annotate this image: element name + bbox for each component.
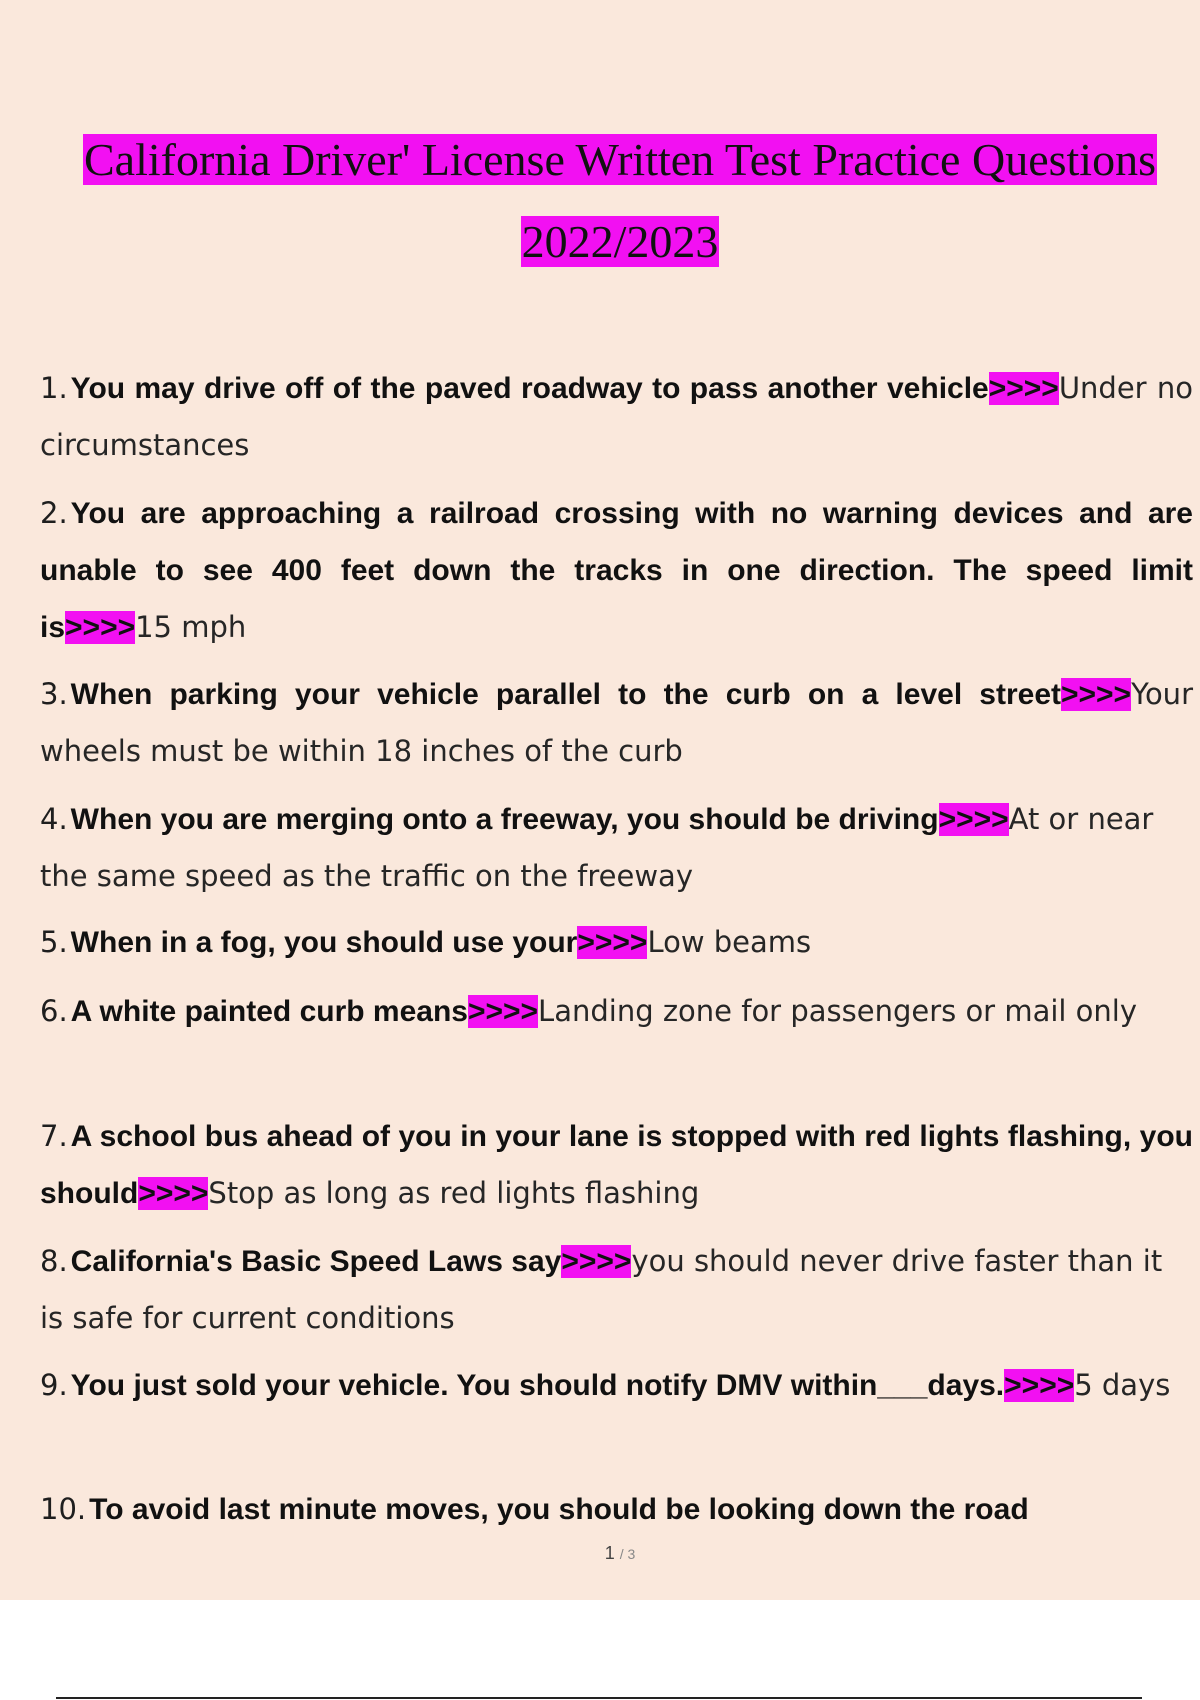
page-divider (56, 1697, 1142, 1699)
question-4 (40, 791, 1193, 904)
answer-separator: >>>> (138, 1177, 209, 1210)
question-number: 9. (40, 1368, 68, 1402)
answer-text: Stop as long as red lights flashing (208, 1176, 700, 1210)
answer-separator: >>>> (467, 995, 539, 1028)
question-8 (40, 1233, 1193, 1346)
answer-text: Landing zone for passengers or mail only (538, 994, 1138, 1028)
question-text: To avoid last minute moves, you should be looking down the road (89, 1493, 1029, 1526)
question-2 (40, 485, 1193, 656)
question-number: 1. (40, 371, 68, 405)
answer-text: At or near the same speed as the traffic on the freeway (40, 802, 1154, 893)
question-number: 4. (40, 802, 68, 836)
question-5 (40, 914, 1193, 971)
question-text: When parking your vehicle parallel to the curb on a level street (70, 678, 1061, 711)
answer-separator: >>>> (65, 611, 136, 644)
page-total: / 3 (619, 1546, 636, 1562)
question-7 (40, 1108, 1193, 1222)
question-number: 3. (40, 677, 68, 711)
question-text: You may drive off of the paved roadway to pass another vehicle (70, 372, 989, 405)
question-text: When in a fog, you should use your (70, 926, 578, 959)
question-text: You are approaching a railroad crossing with no warning devices and are unable to see 400 feet down the tracks in one direction. The speed limit is (40, 497, 1193, 644)
answer-text: you should never drive faster than it is safe for current conditions (40, 1244, 1163, 1335)
question-1 (40, 360, 1193, 473)
answer-separator: >>>> (1061, 678, 1132, 711)
answer-text: Low beams (647, 925, 812, 959)
question-6 (40, 983, 1193, 1040)
question-10 (40, 1481, 1193, 1538)
document-subtitle (0, 213, 1200, 271)
answer-separator: >>>> (577, 926, 648, 959)
answer-separator: >>>> (988, 372, 1059, 405)
page-current: 1 (604, 1543, 615, 1563)
document-title (0, 131, 1200, 189)
page-indicator (0, 1543, 1200, 1564)
title-line-1: California Driver' License Written Test Practice Questions (84, 134, 1156, 185)
question-number: 10. (40, 1492, 87, 1526)
question-number: 5. (40, 925, 68, 959)
question-number: 8. (40, 1244, 68, 1278)
question-3 (40, 666, 1193, 779)
question-text: California's Basic Speed Laws say (70, 1245, 562, 1278)
answer-text: 5 days (1074, 1368, 1171, 1402)
answer-text: 15 mph (135, 610, 247, 644)
question-text: A school bus ahead of you in your lane is stopped with red lights flashing, you should (40, 1120, 1193, 1210)
answer-separator: >>>> (1004, 1369, 1075, 1402)
question-text: You just sold your vehicle. You should notify DMV within___days. (70, 1369, 1005, 1402)
question-number: 7. (40, 1119, 68, 1153)
answer-text: Under no circumstances (40, 371, 1193, 462)
answer-separator: >>>> (938, 803, 1009, 836)
title-line-2: 2022/2023 (521, 216, 719, 267)
question-text: A white painted curb means (70, 995, 468, 1028)
question-9 (40, 1357, 1193, 1414)
question-number: 2. (40, 496, 68, 530)
question-number: 6. (40, 994, 68, 1028)
answer-text: Your wheels must be within 18 inches of the curb (40, 677, 1193, 768)
question-text: When you are merging onto a freeway, you should be driving (70, 803, 939, 836)
answer-separator: >>>> (561, 1245, 632, 1278)
